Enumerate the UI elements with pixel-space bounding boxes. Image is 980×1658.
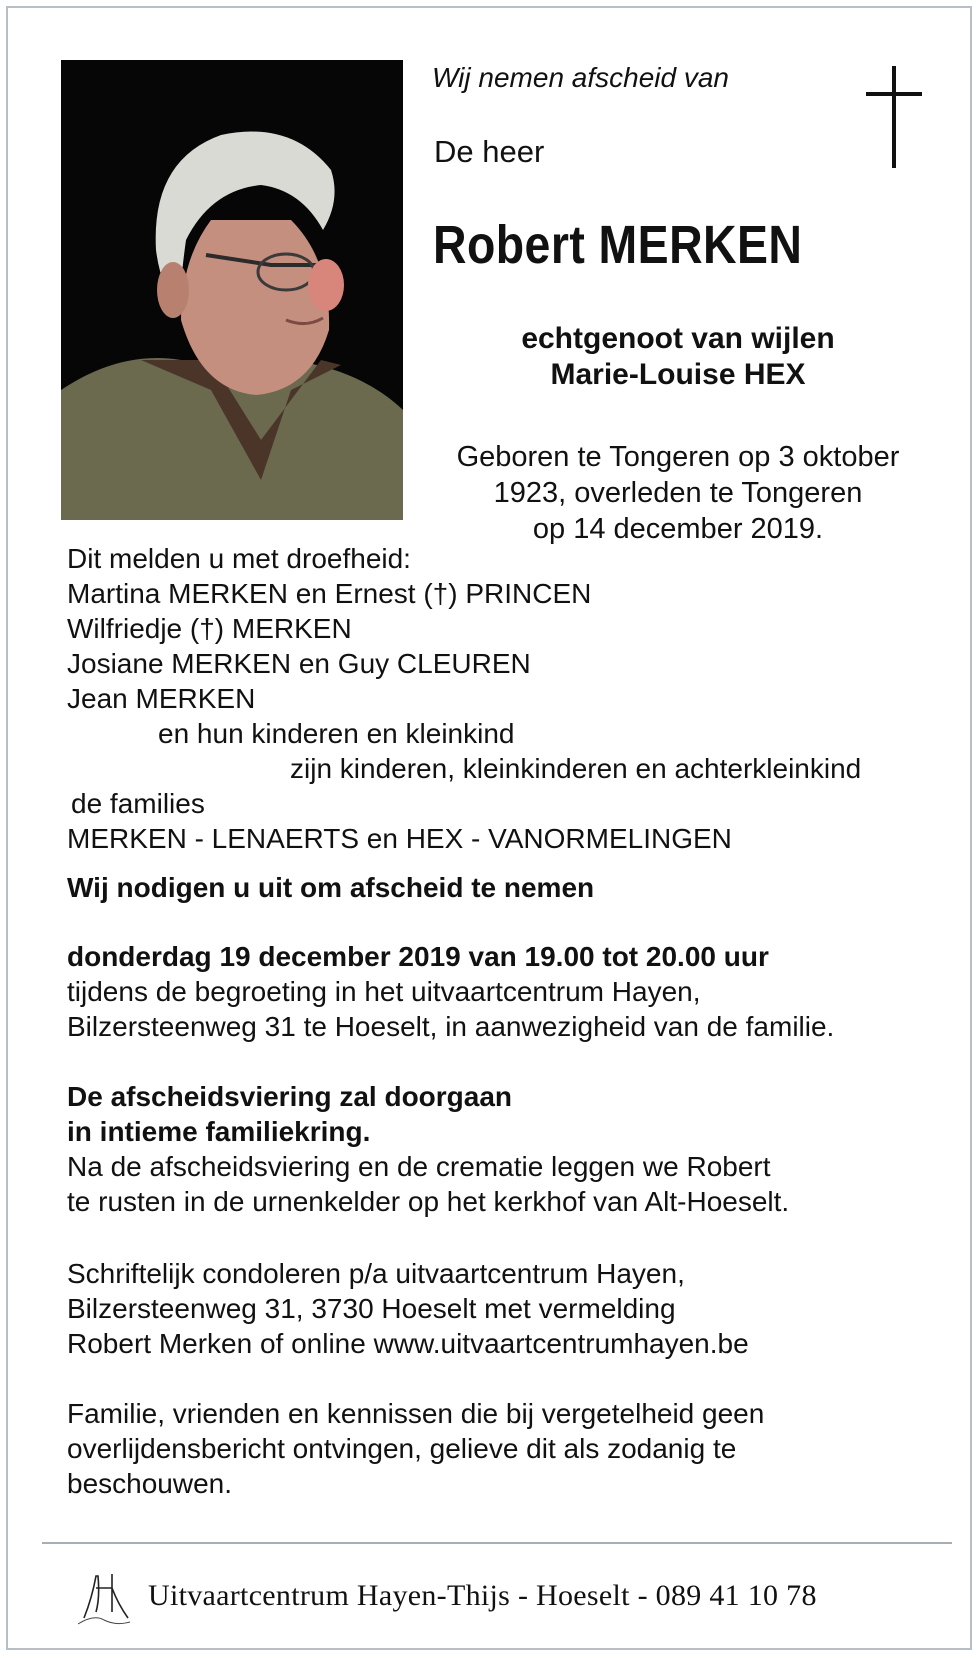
spouse-line-2: Marie-Louise HEX: [550, 358, 806, 391]
condolence-line-2: Bilzersteenweg 31, 3730 Hoeselt met vermelding: [67, 1293, 676, 1324]
family-row: de families: [71, 788, 205, 819]
family-row: Martina MERKEN en Ernest (†) PRINCEN: [67, 578, 592, 609]
notice-line-3: beschouwen.: [67, 1468, 233, 1499]
condolence-line-1: Schriftelijk condoleren p/a uitvaartcentrum Hayen,: [67, 1258, 685, 1289]
family-row: Josiane MERKEN en Guy CLEUREN: [67, 648, 531, 679]
visitation-line-3: Bilzersteenweg 31 te Hoeselt, in aanwezigheid van de familie.: [67, 1011, 835, 1042]
deceased-name: Robert MERKEN: [433, 215, 803, 275]
family-row: zijn kinderen, kleinkinderen en achterkleinkind: [290, 753, 862, 784]
invitation-heading: Wij nodigen u uit om afscheid te nemen: [67, 872, 595, 903]
ceremony-line-2: te rusten in de urnenkelder op het kerkhof van Alt-Hoeselt.: [67, 1186, 790, 1217]
visitation-date: donderdag 19 december 2019 van 19.00 tot 20.00 uur: [67, 941, 769, 972]
obituary-card: [6, 6, 972, 1650]
intro-text: Wij nemen afscheid van: [432, 62, 730, 93]
family-row: en hun kinderen en kleinkind: [158, 718, 515, 749]
birth-death-info: [428, 439, 928, 547]
family-intro: Dit melden u met droefheid:: [67, 543, 411, 574]
footer-divider: [42, 1542, 952, 1544]
portrait-illustration: [61, 60, 403, 520]
ceremony-line-1: Na de afscheidsviering en de crematie leggen we Robert: [67, 1151, 771, 1182]
funeral-home-logo-icon: [74, 1568, 132, 1630]
cross-icon: [866, 66, 922, 168]
footer-contact: Uitvaartcentrum Hayen-Thijs - Hoeselt - 089 41 10 78: [148, 1579, 817, 1612]
spouse-line-1: echtgenoot van wijlen: [521, 322, 835, 355]
portrait-photo: [61, 60, 403, 520]
honorific-title: De heer: [434, 134, 545, 169]
notice-line-2: overlijdensbericht ontvingen, gelieve dit als zodanig te: [67, 1433, 737, 1464]
condolence-line-3: Robert Merken of online www.uitvaartcentrumhayen.be: [67, 1328, 749, 1359]
born-line-3: op 14 december 2019.: [532, 513, 824, 545]
family-row: Wilfriedje (†) MERKEN: [67, 613, 352, 644]
ceremony-heading-2: in intieme familiekring.: [67, 1116, 371, 1147]
notice-line-1: Familie, vrienden en kennissen die bij vergetelheid geen: [67, 1398, 765, 1429]
family-row: Jean MERKEN: [67, 683, 256, 714]
born-line-1: Geboren te Tongeren op 3 oktober: [456, 441, 900, 473]
visitation-line-2: tijdens de begroeting in het uitvaartcentrum Hayen,: [67, 976, 701, 1007]
spouse-info: [428, 321, 928, 393]
ceremony-heading-1: De afscheidsviering zal doorgaan: [67, 1081, 513, 1112]
family-row: MERKEN - LENAERTS en HEX - VANORMELINGEN: [67, 823, 732, 854]
born-line-2: 1923, overleden te Tongeren: [493, 477, 863, 509]
